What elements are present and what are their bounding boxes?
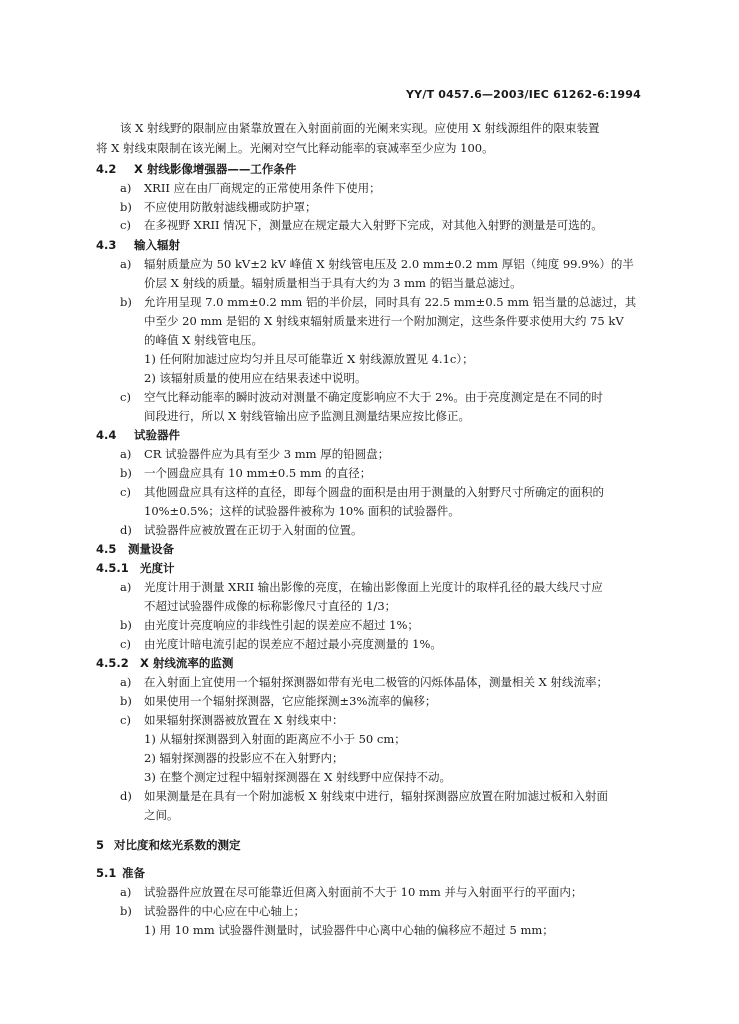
list-item: 其他圆盘应具有这样的直径，即每个圆盘的面积是由用于测量的入射野尺寸所确定的面积的 bbox=[144, 485, 604, 499]
list-item-continuation: 中至少 20 mm 是铝的 X 射线束辐射质量来进行一个附加测定，这些条件要求使用大约 75 kV bbox=[144, 314, 624, 328]
section-4-5-2-number: 4.5.2 bbox=[96, 656, 129, 670]
standard-header: YY/T 0457.6—2003/IEC 61262-6:1994 bbox=[406, 88, 641, 101]
section-4-5-number: 4.5 bbox=[96, 542, 117, 556]
list-item: XRII 应在由厂商规定的正常使用条件下使用； bbox=[144, 181, 381, 195]
intro-line-1: 该 X 射线野的限制应由紧靠放置在入射面前面的光阑来实现。应使用 X 射线源组件的限束装置 bbox=[120, 121, 600, 135]
intro-line-2: 将 X 射线束限制在该光阑上。光阑对空气比释动能率的衰减率至少应为 100。 bbox=[96, 141, 494, 155]
list-marker: c) bbox=[120, 218, 131, 232]
section-4-5-1-title: 光度计 bbox=[140, 561, 175, 575]
list-marker: b) bbox=[120, 694, 132, 708]
sub-item: 2) 辐射探测器的投影应不在入射野内； bbox=[144, 751, 344, 765]
list-item: 在入射面上宜使用一个辐射探测器如带有光电二极管的闪烁体晶体，测量相关 X 射线流率； bbox=[144, 675, 608, 689]
section-5-1-number: 5.1 bbox=[96, 866, 117, 880]
sub-item: 1) 从辐射探测器到入射面的距离应不小于 50 cm； bbox=[144, 732, 406, 746]
list-marker: c) bbox=[120, 485, 131, 499]
list-item: 试验器件应被放置在正切于入射面的位置。 bbox=[144, 523, 363, 537]
list-item: 光度计用于测量 XRII 输出影像的亮度，在输出影像面上光度计的取样孔径的最大线尺寸应 bbox=[144, 580, 603, 594]
list-marker: b) bbox=[120, 295, 132, 309]
section-4-5-title: 测量设备 bbox=[128, 542, 174, 556]
list-item: 如果测量是在具有一个附加滤板 X 射线束中进行，辐射探测器应放置在附加滤过板和入射面 bbox=[144, 789, 608, 803]
list-marker: a) bbox=[120, 447, 132, 461]
section-4-5-2-title: X 射线流率的监测 bbox=[140, 656, 234, 670]
list-item: 由光度计暗电流引起的误差应不超过最小亮度测量的 1%。 bbox=[144, 637, 442, 651]
section-4-5-1-number: 4.5.1 bbox=[96, 561, 129, 575]
list-marker: a) bbox=[120, 885, 132, 899]
list-item: 在多视野 XRII 情况下，测量应在规定最大入射野下完成，对其他入射野的测量是可选的。 bbox=[144, 218, 603, 232]
list-item: 由光度计亮度响应的非线性引起的误差应不超过 1%； bbox=[144, 618, 419, 632]
list-item: 如果辐射探测器被放置在 X 射线束中： bbox=[144, 713, 344, 727]
list-item: 一个圆盘应具有 10 mm±0.5 mm 的直径； bbox=[144, 466, 372, 480]
list-marker: a) bbox=[120, 675, 132, 689]
section-5-title: 对比度和炫光系数的测定 bbox=[114, 838, 241, 852]
list-marker: b) bbox=[120, 200, 132, 214]
list-item: CR 试验器件应为具有至少 3 mm 厚的铅圆盘； bbox=[144, 447, 390, 461]
list-marker: b) bbox=[120, 904, 132, 918]
list-marker: c) bbox=[120, 713, 131, 727]
section-4-2-number: 4.2 bbox=[96, 162, 117, 176]
list-marker: c) bbox=[120, 637, 131, 651]
list-marker: a) bbox=[120, 257, 132, 271]
list-item: 不应使用防散射滤线栅或防护罩； bbox=[144, 200, 317, 214]
section-5-1-title: 准备 bbox=[122, 866, 145, 880]
list-marker: a) bbox=[120, 580, 132, 594]
section-4-2-title: X 射线影像增强器——工作条件 bbox=[134, 162, 297, 176]
list-item: 辐射质量应为 50 kV±2 kV 峰值 X 射线管电压及 2.0 mm±0.2 mm 厚铝（纯度 99.9%）的半 bbox=[144, 257, 634, 271]
sub-item: 3) 在整个测定过程中辐射探测器在 X 射线野中应保持不动。 bbox=[144, 770, 451, 784]
section-4-4-title: 试验器件 bbox=[134, 428, 180, 442]
list-item: 试验器件应放置在尽可能靠近但离入射面前不大于 10 mm 并与入射面平行的平面内； bbox=[144, 885, 583, 899]
section-4-3-title: 输入辐射 bbox=[134, 238, 180, 252]
section-4-4-number: 4.4 bbox=[96, 428, 117, 442]
section-5-number: 5 bbox=[96, 838, 105, 852]
list-item: 空气比释动能率的瞬时波动对测量不确定度影响应不大于 2%。由于亮度测定是在不同的时 bbox=[144, 390, 603, 404]
list-item-continuation: 之间。 bbox=[144, 808, 179, 822]
list-item-continuation: 价层 X 射线的质量。辐射质量相当于具有大约为 3 mm 的铝当量总滤过。 bbox=[144, 276, 522, 290]
list-marker: a) bbox=[120, 181, 132, 195]
section-4-3-number: 4.3 bbox=[96, 238, 117, 252]
list-item-continuation: 间段进行，所以 X 射线管输出应予监测且测量结果应按比修正。 bbox=[144, 409, 470, 423]
list-marker: b) bbox=[120, 466, 132, 480]
list-item: 试验器件的中心应在中心轴上； bbox=[144, 904, 305, 918]
sub-item: 2) 该辐射质量的使用应在结果表述中说明。 bbox=[144, 371, 367, 385]
list-marker: d) bbox=[120, 523, 132, 537]
list-item-continuation: 的峰值 X 射线管电压。 bbox=[144, 333, 263, 347]
list-marker: b) bbox=[120, 618, 132, 632]
sub-item: 1) 任何附加滤过应均匀并且尽可能靠近 X 射线源放置见 4.1c）； bbox=[144, 352, 474, 366]
list-item: 如果使用一个辐射探测器，它应能探测±3%流率的偏移； bbox=[144, 694, 437, 708]
list-item-continuation: 不超过试验器件成像的标称影像尺寸直径的 1/3； bbox=[144, 599, 397, 613]
list-marker: d) bbox=[120, 789, 132, 803]
list-item-continuation: 10%±0.5%；这样的试验器件被称为 10% 面积的试验器件。 bbox=[144, 504, 460, 518]
list-marker: c) bbox=[120, 390, 131, 404]
list-item: 允许用呈现 7.0 mm±0.2 mm 铝的半价层，同时具有 22.5 mm±0.5 mm 铝当量的总滤过，其 bbox=[144, 295, 637, 309]
sub-item: 1) 用 10 mm 试验器件测量时，试验器件中心离中心轴的偏移应不超过 5 mm； bbox=[144, 923, 554, 937]
